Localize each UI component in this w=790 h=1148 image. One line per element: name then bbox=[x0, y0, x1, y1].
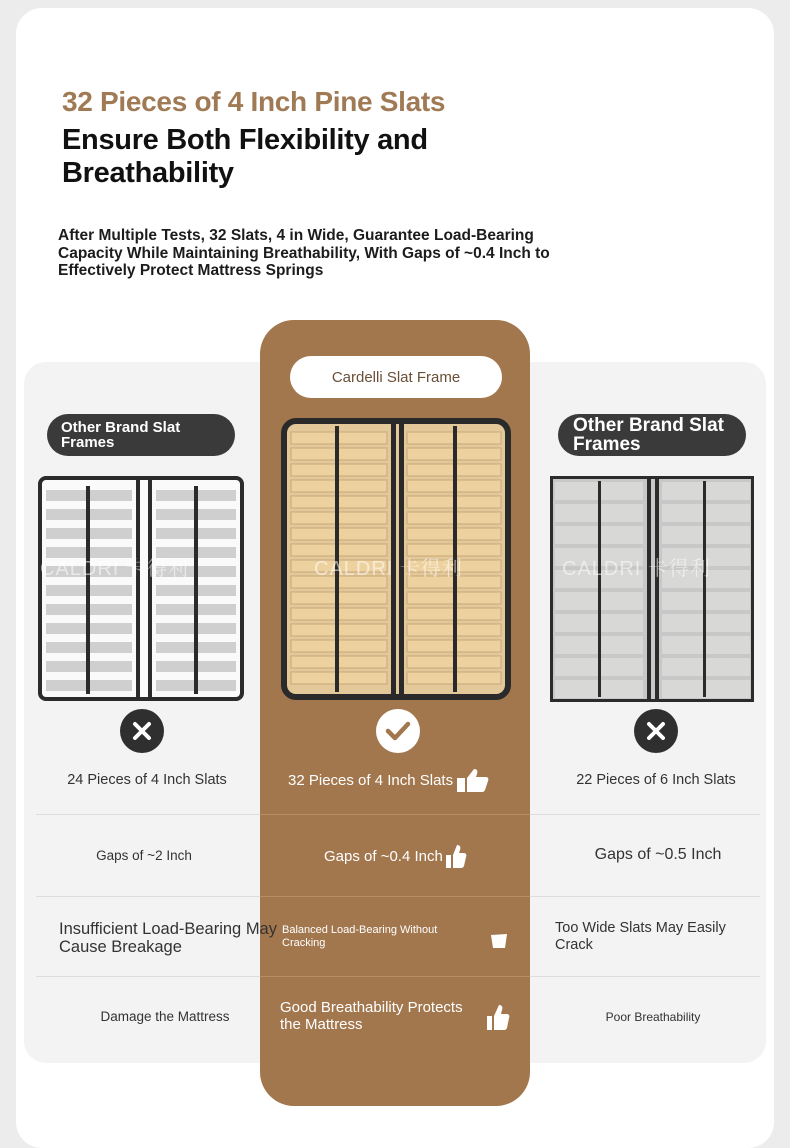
right-slat-count: 22 Pieces of 6 Inch Slats bbox=[576, 772, 736, 788]
right-column-label: Other Brand Slat Frames bbox=[558, 414, 746, 456]
headline-accent: 32 Pieces of 4 Inch Pine Slats bbox=[62, 86, 446, 117]
row-divider bbox=[36, 896, 260, 897]
row-divider bbox=[36, 976, 260, 977]
x-circle-icon bbox=[120, 709, 164, 753]
thumbs-up-icon bbox=[486, 1003, 510, 1031]
row-divider bbox=[530, 896, 760, 897]
center-slat-count bbox=[288, 766, 518, 794]
left-mattress-effect: Damage the Mattress bbox=[100, 1008, 230, 1024]
center-load-bearing: Balanced Load-Bearing Without Cracking bbox=[282, 924, 438, 949]
row-divider bbox=[260, 896, 530, 897]
right-mattress-effect: Poor Breathability bbox=[605, 1010, 701, 1024]
thumbs-up-icon bbox=[455, 767, 489, 793]
row-divider bbox=[260, 976, 530, 977]
row-divider bbox=[530, 976, 760, 977]
left-slat-count: 24 Pieces of 4 Inch Slats bbox=[67, 772, 227, 788]
right-slat-frame-image bbox=[550, 476, 754, 702]
x-circle-icon bbox=[634, 709, 678, 753]
check-circle-icon bbox=[376, 709, 420, 753]
left-column-label: Other Brand Slat Frames bbox=[47, 414, 235, 456]
row-divider bbox=[36, 814, 260, 815]
thumbs-up-icon bbox=[445, 843, 467, 869]
description-text: After Multiple Tests, 32 Slats, 4 in Wide, Guarantee Load-Bearing Capacity While Maintaining Breathability, With Gaps of ~0.4 Inch to Effectively Protect Mattress Springs bbox=[58, 227, 550, 279]
row-divider bbox=[260, 814, 530, 815]
left-gap-size: Gaps of ~2 Inch bbox=[96, 847, 192, 863]
headline-main: Ensure Both Flexibility and Breathability bbox=[62, 124, 428, 189]
center-gap-size-text: Gaps of ~0.4 Inch bbox=[324, 847, 443, 865]
center-slat-count-text: 32 Pieces of 4 Inch Slats bbox=[288, 771, 454, 789]
watermark-left: CALDRI 卡得利 bbox=[40, 558, 189, 580]
watermark-right: CALDRI 卡得利 bbox=[562, 558, 711, 580]
right-load-bearing: Too Wide Slats May Easily Crack bbox=[555, 920, 726, 953]
left-slat-frame-image bbox=[38, 476, 244, 701]
center-mattress-effect: Good Breathability Protects the Mattress bbox=[280, 999, 463, 1033]
center-column-label: Cardelli Slat Frame bbox=[290, 356, 502, 398]
right-gap-size: Gaps of ~0.5 Inch bbox=[594, 846, 722, 863]
watermark-center: CALDRI 卡得利 bbox=[314, 558, 463, 580]
thumbs-up-icon bbox=[490, 933, 508, 949]
left-load-bearing: Insufficient Load-Bearing May Cause Breakage bbox=[59, 920, 277, 956]
center-gap-size bbox=[324, 842, 524, 870]
row-divider bbox=[530, 814, 760, 815]
